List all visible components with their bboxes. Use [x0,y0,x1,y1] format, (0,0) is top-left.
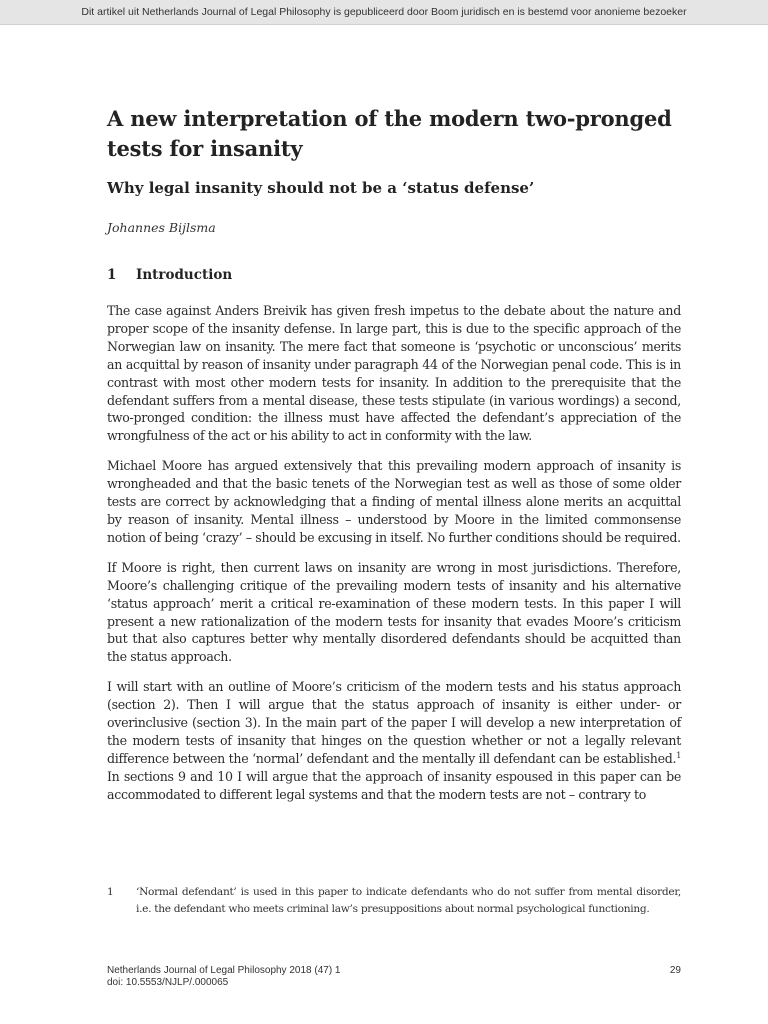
footnote-number: 1 [107,886,114,898]
access-banner: Dit artikel uit Netherlands Journal of Legal Philosophy is gepubliceerd door Boom juridisch en is bestemd voor anonieme bezoeker [0,0,768,25]
paragraph: If Moore is right, then current laws on insanity are wrong in most jurisdictions. Therefore, Moore’s challenging critique of the prevailing modern tests of insanity and his alternative ‘status approach’ merit a critical re-examination of these modern tests. In this paper I will present a new rationalization of the modern tests for insanity that evades Moore’s criticism but that also captures better why mentally disordered defendants should be acquitted than the status approach. [107,559,681,665]
paragraph-text-continued: In sections 9 and 10 I will argue that the approach of insanity espoused in this paper can be accommodated to different legal systems and that the modern tests are not – contrary to [107,768,681,802]
page-number: 29 [669,965,681,976]
paragraph: The case against Anders Breivik has given fresh impetus to the debate about the nature and proper scope of the insanity defense. In large part, this is due to the specific approach of the Norwegian law on insanity. The mere fact that someone is ‘psychotic or unconscious’ merits an acquittal by reason of insanity under paragraph 44 of the Norwegian penal code. This is in contrast with most other modern tests for insanity. In addition to the prerequisite that the defendant suffers from a mental disease, these tests stipulate (in various wordings) a second, two-pronged condition: the illness must have affected the defendant’s appreciation of the wrongfulness of the act or his ability to act in conformity with the law. [107,303,681,444]
paragraph: Michael Moore has argued extensively that this prevailing modern approach of insanity is wrongheaded and that the basic tenets of the Norwegian test as well as those of some older tests are correct by acknowledging that a finding of mental illness alone merits an acquittal by reason of insanity. Mental illness – understood by Moore in the limited commonsense notion of being ‘crazy’ – should be excusing in itself. No further conditions should be required. [107,458,681,545]
paragraph-text: I will start with an outline of Moore’s criticism of the modern tests and his status approach (section 2). Then I will argue that the status approach of insanity is either under- or overinclusive (section 3). In the main part of the paper I will develop a new interpretation of the modern tests of insanity that hinges on the question whether or not a legally relevant difference between the ‘normal’ defendant and the mentally ill defendant can be established. [107,679,681,766]
article-title: A new interpretation of the modern two-pronged tests for insanity [107,106,672,161]
article-author: Johannes Bijlsma [107,220,216,235]
doi: doi: 10.5553/NJLP/.000065 [107,977,229,988]
article-subtitle: Why legal insanity should not be a ‘status defense’ [107,179,535,197]
journal-citation: Netherlands Journal of Legal Philosophy 2018 (47) 1 [107,965,341,976]
footnote-ref[interactable]: 1 [676,750,681,760]
page-footer [107,965,681,989]
footnote-text: ‘Normal defendant’ is used in this paper to indicate defendants who do not suffer from mental disorder, i.e. the defendant who meets criminal law’s presuppositions about normal psychological functioning. [136,886,681,915]
paragraph [107,678,681,803]
section-number: 1 [107,267,117,283]
body-text [107,302,681,804]
section-heading [107,266,681,284]
article-body [107,104,681,816]
footnote [107,884,681,918]
section-title: Introduction [136,267,233,283]
